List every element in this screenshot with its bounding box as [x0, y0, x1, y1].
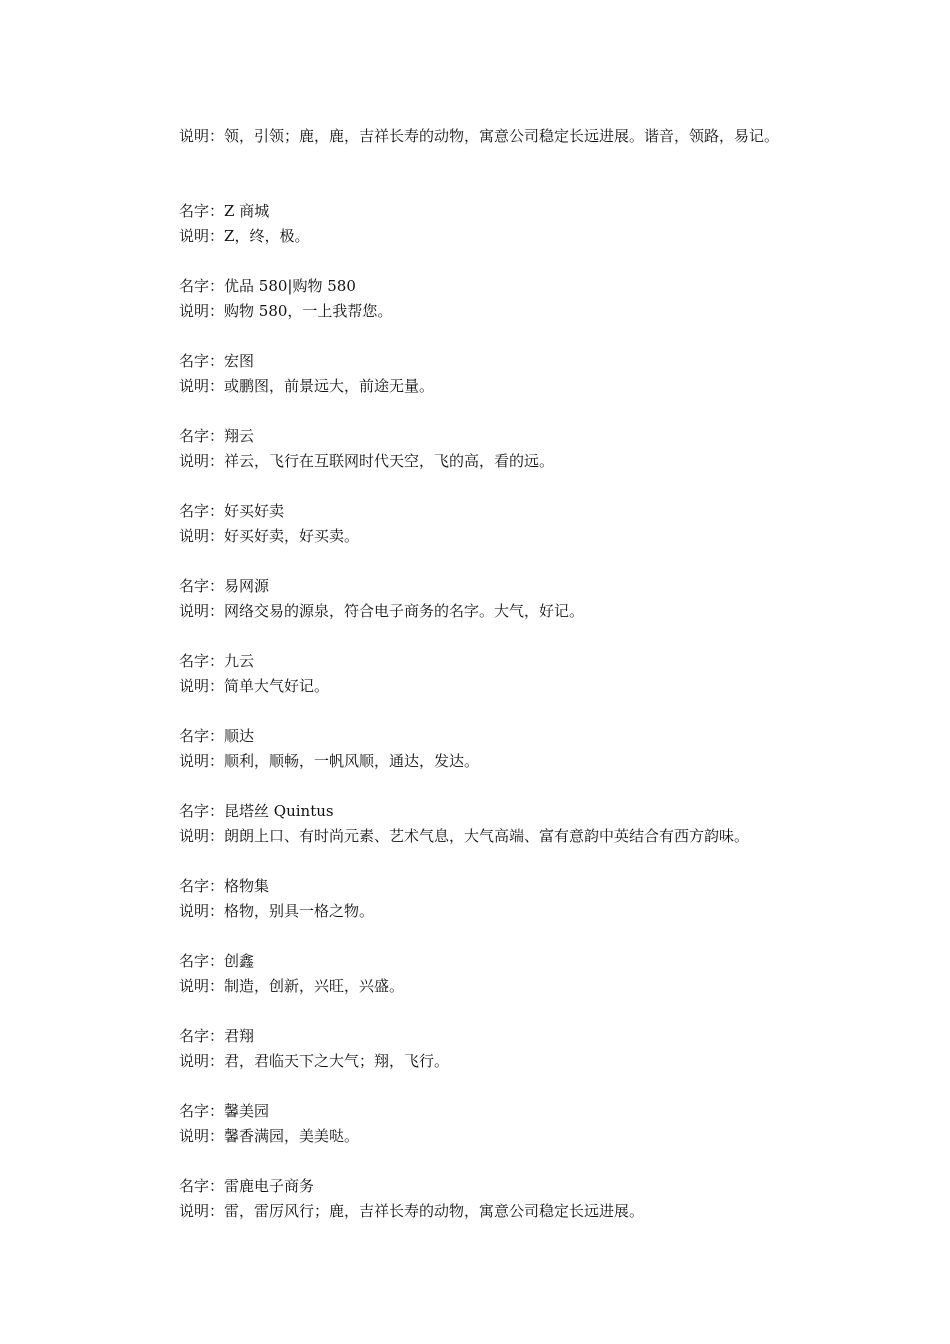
name-entry — [179, 574, 879, 649]
name-value: 易网源 — [224, 577, 270, 595]
desc-label: 说明： — [179, 452, 225, 470]
desc-line — [179, 224, 879, 249]
name-label: 名字： — [179, 352, 225, 370]
desc-label: 说明： — [179, 527, 225, 545]
name-entry — [179, 799, 879, 874]
desc-value: 祥云，飞行在互联网时代天空，飞的高，看的远。 — [224, 452, 555, 470]
name-list — [179, 199, 879, 1249]
name-entry — [179, 949, 879, 1024]
name-value: 翔云 — [224, 427, 255, 445]
name-entry — [179, 1024, 879, 1099]
name-entry — [179, 274, 879, 349]
name-entry — [179, 499, 879, 574]
desc-value: 制造，创新，兴旺，兴盛。 — [224, 977, 405, 995]
name-line — [179, 499, 879, 524]
name-value: 优品 580|购物 580 — [224, 277, 356, 295]
name-label: 名字： — [179, 202, 225, 220]
name-value: 顺达 — [224, 727, 255, 745]
desc-value: 馨香满园，美美哒。 — [224, 1127, 360, 1145]
name-line — [179, 799, 879, 824]
desc-label: 说明： — [179, 1127, 225, 1145]
desc-value: 顺利，顺畅，一帆风顺，通达，发达。 — [224, 752, 480, 770]
desc-line — [179, 374, 879, 399]
name-entry — [179, 724, 879, 799]
intro-paragraph: 说明：领，引领；鹿，鹿，吉祥长寿的动物，寓意公司稳定长远进展。谐音，领路，易记。 — [179, 127, 780, 145]
desc-line — [179, 1199, 879, 1224]
name-value: Z 商城 — [224, 202, 270, 220]
desc-value: 雷，雷厉风行；鹿，吉祥长寿的动物，寓意公司稳定长远进展。 — [224, 1202, 645, 1220]
desc-line — [179, 1049, 879, 1074]
name-value: 九云 — [224, 652, 255, 670]
desc-line — [179, 824, 879, 849]
desc-value: 简单大气好记。 — [224, 677, 330, 695]
name-label: 名字： — [179, 802, 225, 820]
desc-line — [179, 524, 879, 549]
desc-label: 说明： — [179, 902, 225, 920]
desc-line — [179, 599, 879, 624]
name-line — [179, 574, 879, 599]
name-entry — [179, 199, 879, 274]
name-label: 名字： — [179, 727, 225, 745]
desc-line — [179, 674, 879, 699]
desc-label: 说明： — [179, 752, 225, 770]
name-line — [179, 724, 879, 749]
desc-label: 说明： — [179, 1052, 225, 1070]
desc-value: 格物，别具一格之物。 — [224, 902, 375, 920]
desc-line — [179, 749, 879, 774]
desc-value: 或鹏图，前景远大，前途无量。 — [224, 377, 435, 395]
name-label: 名字： — [179, 1102, 225, 1120]
desc-value: Z，终，极。 — [224, 227, 310, 245]
name-label: 名字： — [179, 1027, 225, 1045]
desc-line — [179, 974, 879, 999]
desc-value: 好买好卖，好买卖。 — [224, 527, 360, 545]
desc-line — [179, 299, 879, 324]
name-value: 创鑫 — [224, 952, 255, 970]
desc-line — [179, 449, 879, 474]
name-value: 雷鹿电子商务 — [224, 1177, 315, 1195]
desc-line — [179, 1124, 879, 1149]
name-label: 名字： — [179, 1177, 225, 1195]
name-line — [179, 349, 879, 374]
name-value: 好买好卖 — [224, 502, 285, 520]
name-label: 名字： — [179, 577, 225, 595]
name-line — [179, 949, 879, 974]
desc-value: 购物 580，一上我帮您。 — [224, 302, 393, 320]
name-entry — [179, 1174, 879, 1249]
name-label: 名字： — [179, 877, 225, 895]
name-label: 名字： — [179, 277, 225, 295]
name-line — [179, 424, 879, 449]
desc-label: 说明： — [179, 1202, 225, 1220]
name-line — [179, 649, 879, 674]
desc-label: 说明： — [179, 302, 225, 320]
name-value: 馨美园 — [224, 1102, 270, 1120]
name-entry — [179, 874, 879, 949]
name-label: 名字： — [179, 652, 225, 670]
desc-value: 朗朗上口、有时尚元素、艺术气息，大气高端、富有意韵中英结合有西方韵味。 — [224, 827, 750, 845]
desc-line — [179, 899, 879, 924]
name-entry — [179, 1099, 879, 1174]
name-label: 名字： — [179, 502, 225, 520]
desc-value: 君，君临天下之大气；翔，飞行。 — [224, 1052, 450, 1070]
name-entry — [179, 424, 879, 499]
desc-label: 说明： — [179, 827, 225, 845]
desc-label: 说明： — [179, 977, 225, 995]
name-label: 名字： — [179, 427, 225, 445]
name-value: 格物集 — [224, 877, 270, 895]
name-entry — [179, 649, 879, 724]
name-value: 宏图 — [224, 352, 255, 370]
name-entry — [179, 349, 879, 424]
name-value: 君翔 — [224, 1027, 255, 1045]
name-line — [179, 1174, 879, 1199]
desc-label: 说明： — [179, 377, 225, 395]
desc-label: 说明： — [179, 602, 225, 620]
name-label: 名字： — [179, 952, 225, 970]
name-line — [179, 1024, 879, 1049]
name-line — [179, 199, 879, 224]
name-value: 昆塔丝 Quintus — [224, 802, 334, 820]
desc-value: 网络交易的源泉，符合电子商务的名字。大气，好记。 — [224, 602, 585, 620]
desc-label: 说明： — [179, 677, 225, 695]
name-line — [179, 274, 879, 299]
desc-label: 说明： — [179, 227, 225, 245]
name-line — [179, 1099, 879, 1124]
name-line — [179, 874, 879, 899]
